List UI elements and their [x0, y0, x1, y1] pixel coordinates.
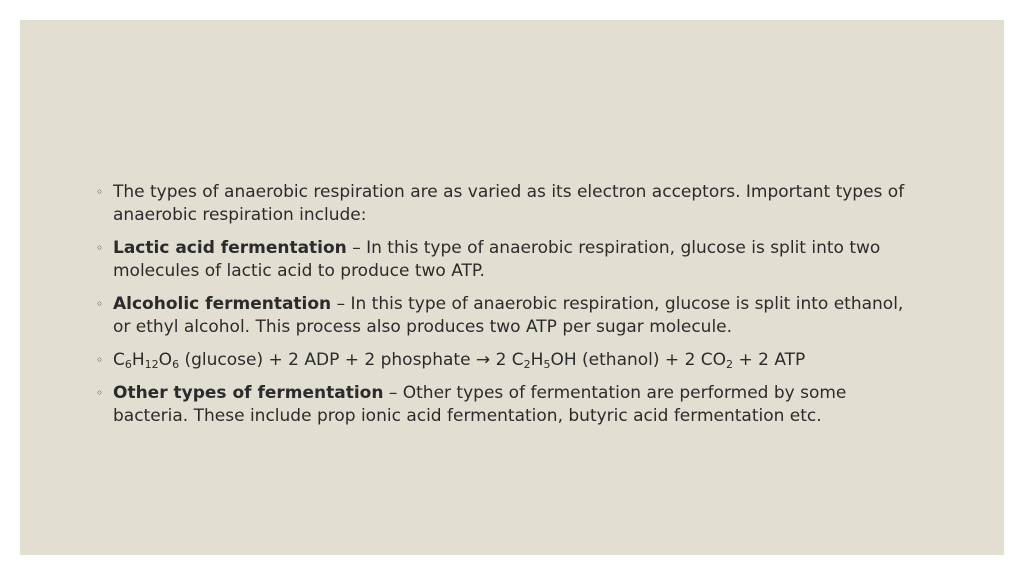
bullet-text: The types of anaerobic respiration are as varied as its electron acceptors. Important types of anaerobic respiration include:: [113, 182, 905, 225]
bullet-heading: Lactic acid fermentation: [113, 238, 347, 258]
bullet-heading: Other types of fermentation: [113, 383, 384, 403]
bullet-marker: ◦: [96, 386, 104, 400]
bullet-text: – In this type of anaerobic respiration, glucose is split into two molecules of lactic acid to produce two ATP.: [113, 238, 881, 281]
bullet-alcoholic: [96, 293, 926, 339]
bullet-other-types: [96, 382, 926, 428]
chemical-equation: $C_6H_{12}O_6$ (glucose) + 2 ADP + 2 phosphate → 2 $C_2H_5OH$ (ethanol) + 2 $CO_2 + 2$ ATP: [113, 350, 806, 371]
bullet-marker: ◦: [96, 185, 104, 199]
bullet-text: – In this type of anaerobic respiration, glucose is split into ethanol, or ethyl alcohol. This process also produces two ATP per sugar molecule.: [113, 294, 904, 337]
bullet-marker: ◦: [96, 353, 104, 367]
bullet-text: – Other types of fermentation are performed by some bacteria. These include prop ionic acid fermentation, butyric acid fermentation etc.: [113, 383, 847, 426]
bullet-heading: Alcoholic fermentation: [113, 294, 332, 314]
bullet-equation: [96, 349, 926, 372]
bullet-list: [96, 181, 926, 438]
bullet-marker: ◦: [96, 241, 104, 255]
bullet-intro: [96, 181, 926, 227]
slide-background: [20, 20, 1004, 555]
bullet-marker: ◦: [96, 297, 104, 311]
bullet-lactic-acid: [96, 237, 926, 283]
